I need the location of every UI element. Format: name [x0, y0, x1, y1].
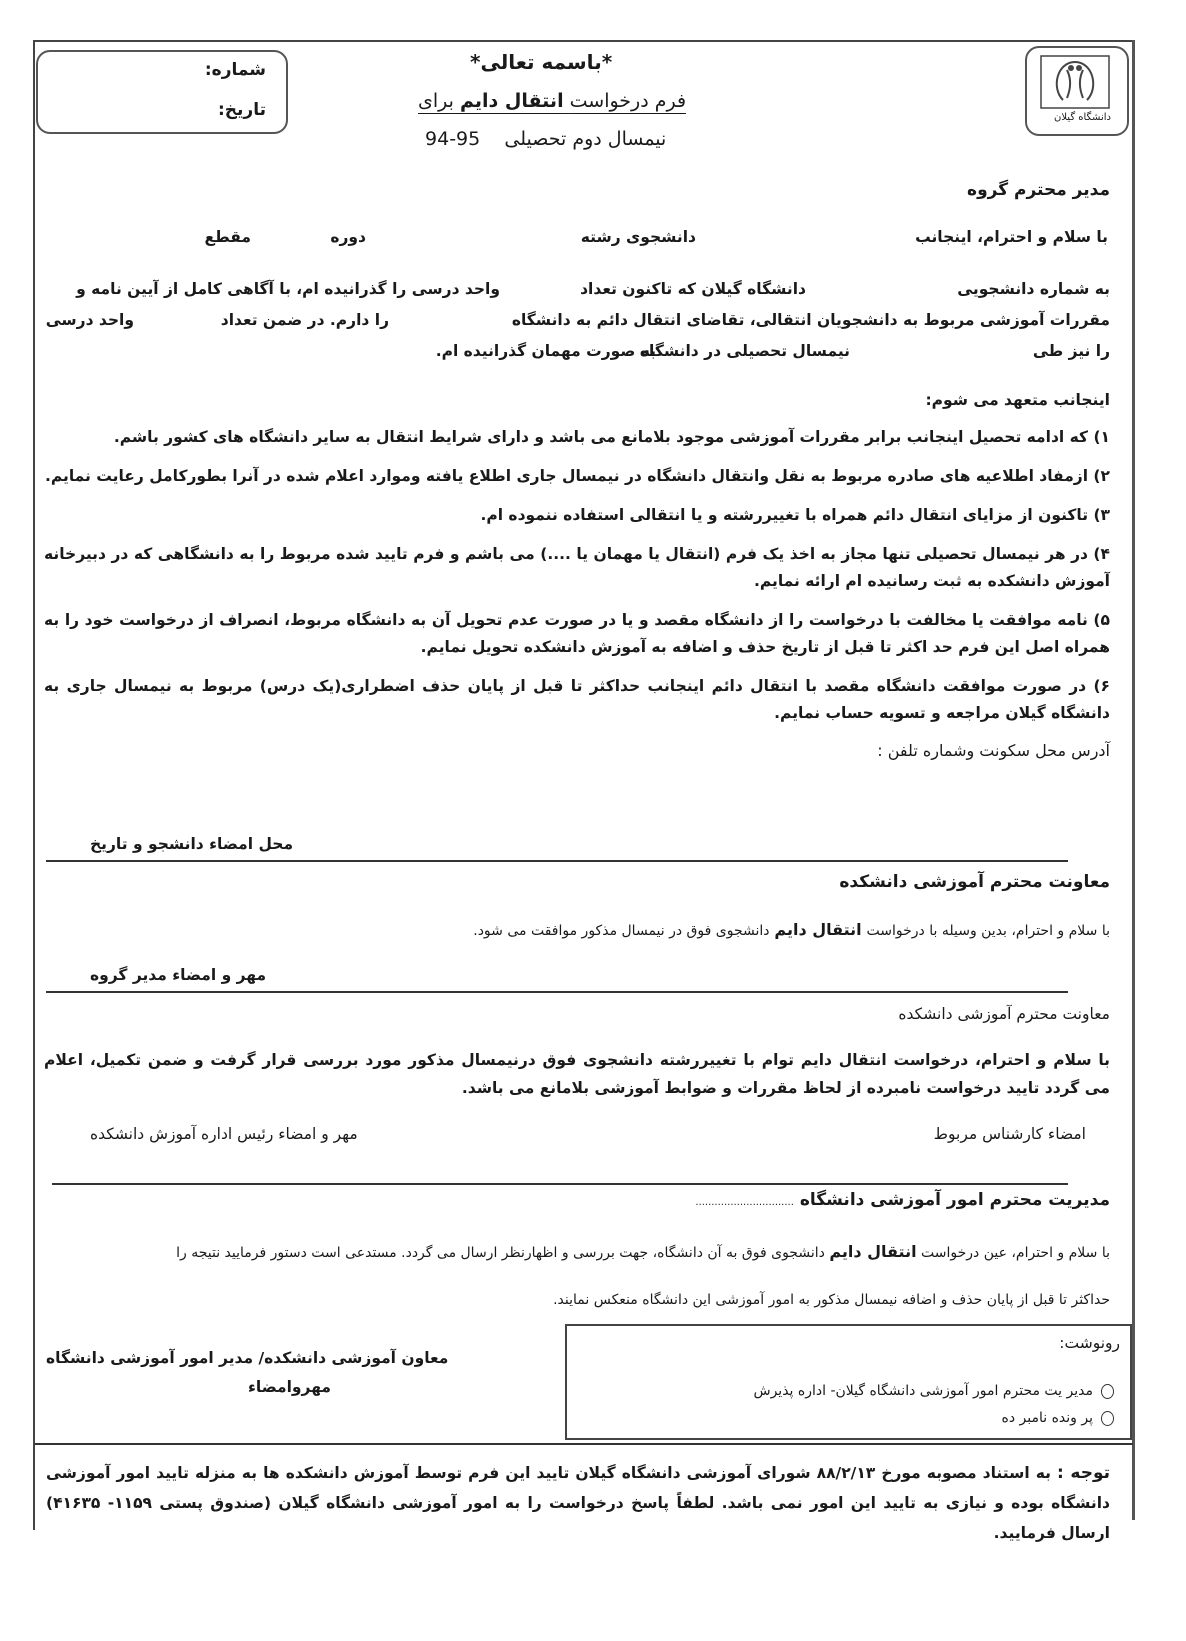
- group-section-text: [473, 920, 1110, 940]
- circle-bullet-icon: [1101, 1411, 1114, 1426]
- divider: [46, 860, 1068, 862]
- group-text-bold: انتقال دایم: [774, 920, 862, 939]
- academic-year: 95-94: [425, 128, 481, 150]
- form-title: [418, 90, 686, 113]
- request-line4-c: به صورت مهمان گذرانیده ام.: [435, 342, 656, 360]
- request-line2-a: به شماره دانشجویی: [957, 280, 1110, 298]
- request-line4-b: نیمسال تحصیلی در دانشگاه: [639, 342, 850, 360]
- commitment-item: ۵) نامه موافقت یا مخالفت با درخواست را از دانشگاه مقصد و یا در صورت عدم تحویل آن به دانشگاه مربوط، انصراف از درخواست خود را به همراه اصل این فرم حد اکثر تا قبل از تاریخ حذف و اضافه به آموزش دانشکده تحویل نمایم.: [44, 611, 1110, 656]
- request-line4-a: را نیز طی: [1032, 342, 1110, 360]
- form-border-top: [33, 40, 1135, 42]
- cc-item: [753, 1383, 1114, 1400]
- cc-item-text: مدیر یت محترم امور آموزشی دانشگاه گیلان- اداره پذیرش: [753, 1383, 1093, 1399]
- stamp-signature-label: مهروامضاء: [248, 1378, 332, 1396]
- semester-title: [425, 128, 666, 151]
- form-title-bold: انتقال دایم: [459, 90, 564, 112]
- cc-item: [1002, 1410, 1115, 1427]
- group-text-suffix: دانشجوی فوق در نیمسال مذکور موافقت می شود.: [473, 923, 770, 939]
- request-line3-c: واحد درسی: [45, 311, 134, 329]
- university-text-prefix: با سلام و احترام، عین درخواست: [921, 1245, 1110, 1261]
- cc-box: [565, 1324, 1132, 1440]
- commitment-item: ۳) تاکنون از مزایای انتقال دائم همراه با تغییررشته و یا انتقالی استفاده ننموده ام.: [480, 506, 1110, 524]
- date-label: تاریخ:: [218, 100, 266, 120]
- note-text: [46, 1458, 1110, 1548]
- request-line1-c: دوره: [330, 228, 366, 246]
- request-line1-a: با سلام و احترام، اینجانب: [915, 228, 1108, 246]
- group-head-signature-label: مهر و امضاء مدیر گروه: [90, 966, 267, 984]
- faculty-section-heading: معاونت محترم آموزشی دانشکده: [898, 1005, 1110, 1023]
- number-label: شماره:: [204, 60, 266, 80]
- form-border-left: [33, 40, 35, 1530]
- addressee: مدیر محترم گروه: [967, 180, 1110, 200]
- divider: [46, 991, 1068, 993]
- cc-label: رونوشت:: [1059, 1334, 1120, 1352]
- number-date-box: [36, 50, 288, 134]
- university-logo: [1025, 46, 1129, 136]
- commitment-item: ۴) در هر نیمسال تحصیلی تنها مجاز به اخذ یک فرم (انتقال یا مهمان یا ....) می باشم و فرم تایید شده مربوط را به دانشگاهی که در دبیرخانه آموزش دانشکده به ثبت رسانیده ام ارائه نمایم.: [44, 545, 1110, 590]
- commitments-section: [44, 388, 1110, 763]
- request-line2-b: دانشگاه گیلان که تاکنون تعداد: [580, 280, 806, 298]
- circle-bullet-icon: [1101, 1384, 1114, 1399]
- expert-signature-label: امضاء کارشناس مربوط: [933, 1125, 1086, 1143]
- address-label: آدرس محل سکونت وشماره تلفن :: [877, 741, 1110, 760]
- cc-item-text: پر ونده نامبر ده: [1001, 1410, 1093, 1426]
- university-text-line1: [44, 1240, 1110, 1265]
- request-line3-b: را دارم. در ضمن تعداد: [220, 311, 389, 329]
- request-line3-a: مقررات آموزشی مربوط به دانشجویان انتقالی، تقاضای انتقال دائم به دانشگاه: [511, 311, 1110, 329]
- request-line1-d: مقطع: [204, 228, 251, 246]
- university-heading-text: مدیریت محترم امور آموزشی دانشگاه: [799, 1190, 1110, 1210]
- request-line1-b: دانشجوی رشته: [580, 228, 696, 246]
- commitment-item: ۲) ازمفاد اطلاعیه های صادره مربوط به نقل وانتقال دانشگاه در نیمسال جاری اطلاع یافته وموارد اعلام شده در آنرا بطورکامل رعایت نمایم.: [44, 467, 1110, 485]
- faculty-head-signature-label: مهر و امضاء رئیس اداره آموزش دانشکده: [90, 1125, 358, 1143]
- note-label: توجه :: [1057, 1463, 1110, 1483]
- logo-caption: دانشگاه گیلان: [1053, 112, 1111, 123]
- divider: [52, 1183, 1068, 1185]
- group-section-heading: معاونت محترم آموزشی دانشکده: [839, 872, 1110, 892]
- request-line2-c: واحد درسی را گذرانیده ام، با آگاهی کامل از آیین نامه و: [76, 280, 500, 298]
- university-text-bold: انتقال دایم: [829, 1242, 917, 1261]
- commitment-item: ۶) در صورت موافقت دانشگاه مقصد با انتقال دائم اینجانب حداکثر تا قبل از پایان حذف اضطراری(یک درس) مربوط به نیمسال جاری به دانشگاه گیلان مراجعه و تسویه حساب نمایم.: [44, 677, 1110, 722]
- basmala: *باسمه تعالی*: [470, 50, 613, 74]
- university-text-line2: حداکثر تا قبل از پایان حذف و اضافه نیمسال مذکور به امور آموزشی این دانشگاه منعکس نمایند.: [553, 1292, 1110, 1308]
- commitments-heading: اینجانب متعهد می شوم:: [925, 391, 1110, 409]
- form-title-suffix: برای: [418, 90, 454, 112]
- university-heading-dots: ...............................: [695, 1197, 794, 1208]
- semester-label: نیمسال دوم تحصیلی: [504, 128, 667, 150]
- divider: [35, 1443, 1133, 1445]
- faculty-section-text: با سلام و احترام، درخواست انتقال دایم توام با تغییررشته دانشجوی فوق درنیمسال مذکور مورد بررسی قرار گرفت و ضمن تکمیل، اعلام می گردد تایید درخواست نامبرده از لحاظ مقررات و ضوابط آموزشی بلامانع می باشد.: [44, 1051, 1110, 1097]
- university-text-suffix: دانشجوی فوق به آن دانشگاه، جهت بررسی و اظهارنظر ارسال می گردد. مستدعی است دستور فرمایید نتیجه را: [176, 1245, 825, 1261]
- student-signature-label: محل امضاء دانشجو و تاریخ: [90, 835, 294, 853]
- form-border-right: [1132, 40, 1135, 1520]
- group-text-prefix: با سلام و احترام، بدین وسیله با درخواست: [866, 923, 1110, 939]
- form-title-prefix: فرم درخواست: [569, 90, 687, 112]
- commitment-item: ۱) که ادامه تحصیل اینجانب برابر مقررات آموزشی موجود بلامانع می باشد و دارای شرایط انتقال به سایر دانشگاه های کشور باشم.: [113, 428, 1110, 446]
- university-signer-label: معاون آموزشی دانشکده/ مدیر امور آموزشی دانشگاه: [46, 1349, 449, 1367]
- note-body: به استناد مصوبه مورخ ۸۸/۲/۱۳ شورای آموزشی دانشگاه گیلان تایید این فرم توسط آموزش دانشکده ها به منزله تایید امور آموزشی دانشگاه بوده و نیازی به تایید این امور نمی باشد. لطفاً پاسخ درخواست را به امور آموزشی دانشگاه گیلان (صندوق پستی ۱۱۵۹- ۴۱۶۳۵) ارسال فرمایید.: [46, 1464, 1110, 1542]
- university-section-heading: [695, 1190, 1110, 1210]
